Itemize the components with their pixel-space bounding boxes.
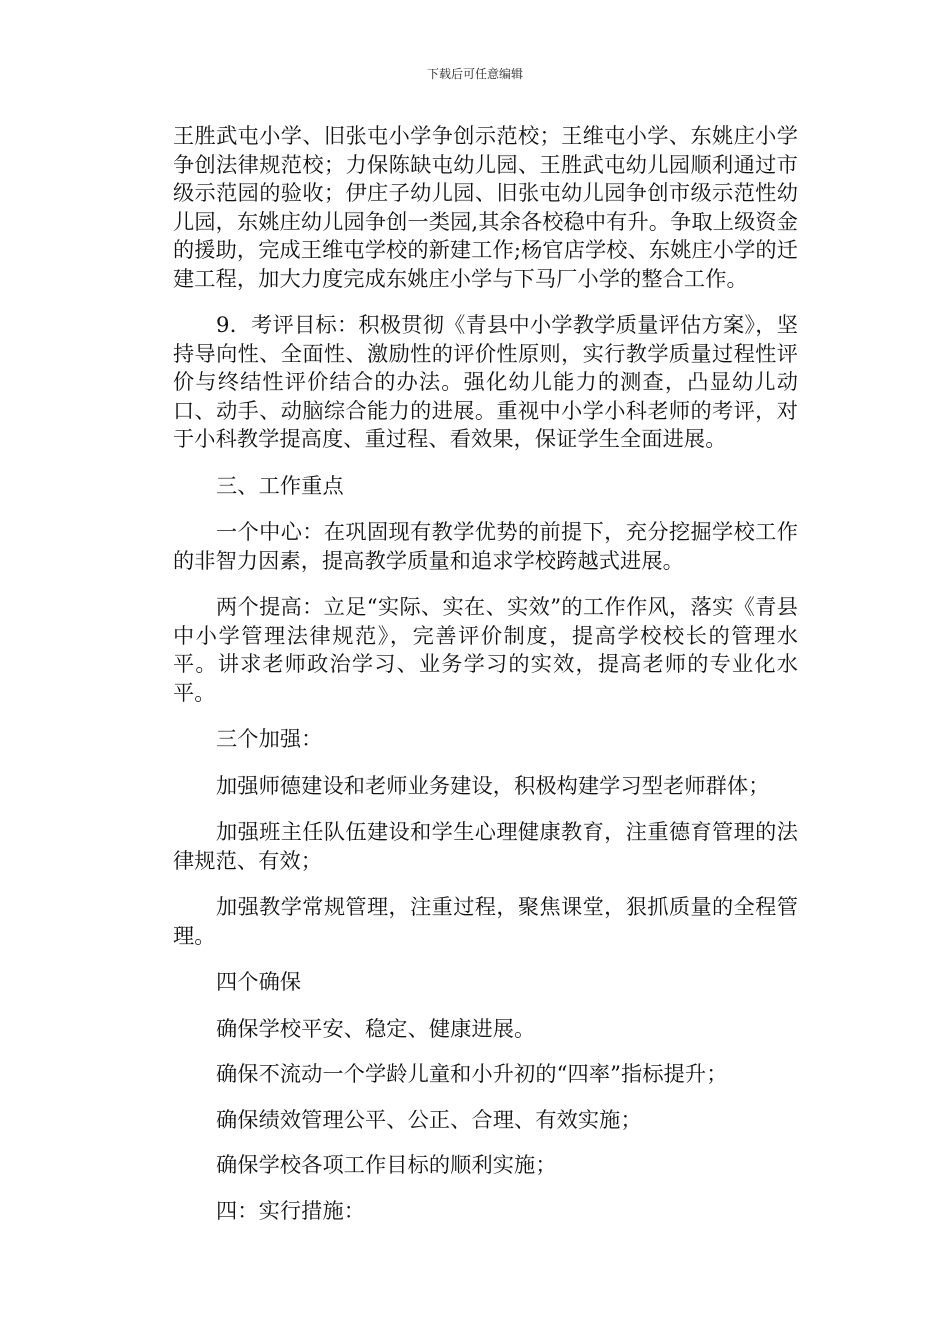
heading-three-strengthens: 三个加强：: [216, 726, 323, 751]
paragraph-strengthen-class-teachers: 加强班主任队伍建设和学生心理健康教育，注重德育管理的法律规范、有效；: [173, 819, 798, 873]
heading-four-ensures: 四个确保: [216, 969, 302, 994]
document-body: [173, 122, 798, 1243]
paragraph-strengthen-teacher-ethics: 加强师德建设和老师业务建设，积极构建学习型老师群体；: [216, 772, 770, 798]
page-header: 下载后可任意编辑: [426, 67, 523, 81]
paragraph-school-goals: 王胜武屯小学、旧张屯小学争创示范校；王维屯小学、东姚庄小学争创法律规范校；力保陈缺屯幼儿园、王胜武屯幼儿园顺利通过市级示范园的验收；伊庄子幼儿园、旧张屯幼儿园争创市级示范性幼儿园，东姚庄幼儿园争创一类园,其余各校稳中有升。争取上级资金的援助，完成王维屯学校的新建工作;杨官店学校、东姚庄小学的迁建工程，加大力度完成东姚庄小学与下马厂小学的整合工作。: [173, 123, 798, 291]
paragraph-strengthen-teaching-routine: 加强教学常规管理，注重过程，聚焦课堂，狠抓质量的全程管理。: [173, 894, 798, 948]
paragraph-one-center: 一个中心：在巩固现有教学优势的前提下，充分挖掘学校工作的非智力因素，提高教学质量和追求学校跨越式进展。: [173, 519, 798, 573]
paragraph-ensure-safety: 确保学校平安、稳定、健康进展。: [216, 1015, 536, 1041]
paragraph-ensure-performance: 确保绩效管理公平、公正、合理、有效实施；: [216, 1106, 642, 1132]
section-heading-measures: 四：实行措施：: [216, 1197, 366, 1223]
section-heading-work-focus: 三、工作重点: [216, 472, 344, 498]
paragraph-ensure-enrollment: 确保不流动一个学龄儿童和小升初的“四率”指标提升；: [216, 1061, 728, 1086]
paragraph-evaluation-goal: 9．考评目标：积极贯彻《青县中小学教学质量评估方案》，坚持导向性、全面性、激励性的评价性原则，实行教学质量过程性评价与终结性评价结合的办法。强化幼儿能力的测查，凸显幼儿动口、动手、动脑综合能力的进展。重视中小学小科老师的考评，对于小科教学提高度、重过程、看效果，保证学生全面进展。: [173, 312, 798, 451]
paragraph-ensure-goals: 确保学校各项工作目标的顺利实施；: [216, 1152, 557, 1177]
paragraph-two-improvements: 两个提高：立足“实际、实在、实效”的工作作风，落实《青县中小学管理法律规范》，完善评价制度，提高学校校长的管理水平。讲求老师政治学习、业务学习的实效，提高老师的专业化水平。: [173, 594, 798, 705]
